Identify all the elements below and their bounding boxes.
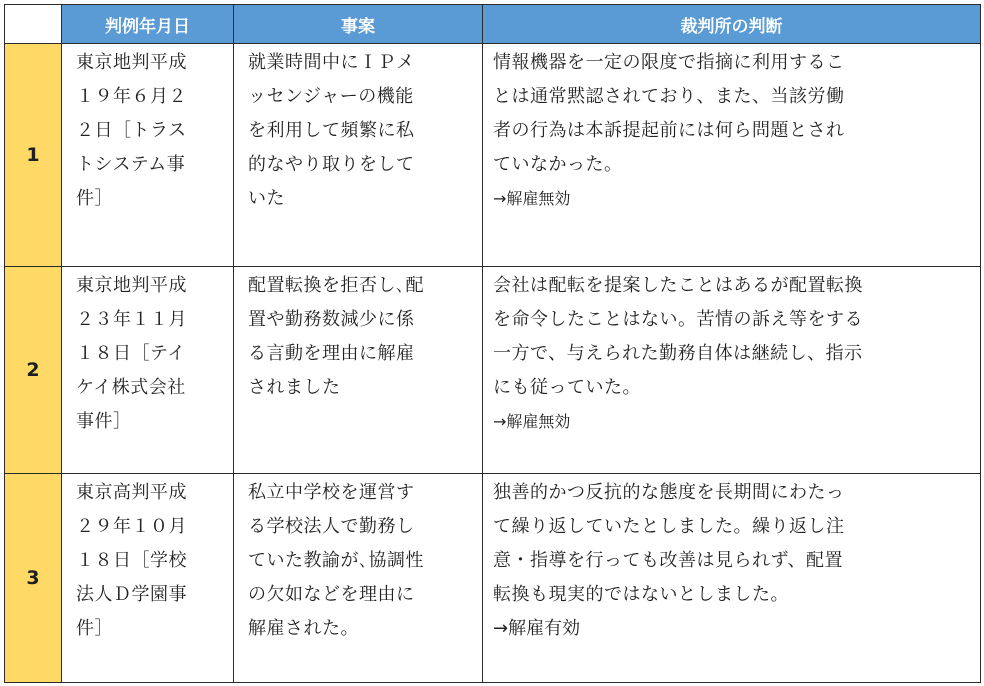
result-text: →解雇無効 xyxy=(493,189,571,208)
table-row xyxy=(5,44,981,267)
date-text: 東京地判平成 １９年６月２ ２日［トラス トシステム事 件］ xyxy=(76,52,187,209)
row-number: 2 xyxy=(5,267,62,474)
date-cell xyxy=(62,474,234,683)
header-date: 判例年月日 xyxy=(62,5,234,44)
row-number: 1 xyxy=(5,44,62,267)
date-cell xyxy=(62,44,234,267)
header-row xyxy=(5,5,981,44)
judgment-text: 会社は配転を提案したことはあるが配置転換 を命令したことはない。苦情の訴え等をする 一方で、与えられた勤務自体は継続し、指示 にも従っていた。 xyxy=(493,275,863,398)
header-judgment: 裁判所の判断 xyxy=(483,5,981,44)
case-law-table xyxy=(4,4,981,683)
table-row xyxy=(5,267,981,474)
header-case: 事案 xyxy=(234,5,483,44)
case-text: 就業時間中にＩＰメ ッセンジャーの機能 を利用して頻繁に私 的なやり取りをして いた xyxy=(248,52,415,209)
judgment-cell xyxy=(483,44,981,267)
case-cell xyxy=(234,474,483,683)
date-text: 東京高判平成 ２９年１０月 １８日［学校 法人Ｄ学園事 件］ xyxy=(76,482,187,639)
case-text: 私立中学校を運営す る学校法人で勤務し ていた教諭が､協調性 の欠如などを理由に 解雇された。 xyxy=(248,482,424,639)
case-cell xyxy=(234,44,483,267)
judgment-text: 情報機器を一定の限度で指摘に利用するこ とは通常黙認されており、また、当該労働 者の行為は本訴提起前には何ら問題とされ ていなかった。 xyxy=(493,52,845,175)
table-row xyxy=(5,474,981,683)
result-text: →解雇有効 xyxy=(493,618,581,639)
judgment-cell xyxy=(483,267,981,474)
judgment-text: 独善的かつ反抗的な態度を長期間にわたっ て繰り返していたとしました。繰り返し注 意・指導を行っても改善は見られず、配置 転換も現実的ではないとしました。 xyxy=(493,482,845,605)
case-text: 配置転換を拒否し､配 置や勤務数減少に係 る言動を理由に解雇 されました xyxy=(248,275,424,398)
row-number: 3 xyxy=(5,474,62,683)
result-text: →解雇無効 xyxy=(493,412,571,431)
header-corner xyxy=(5,5,62,44)
date-cell xyxy=(62,267,234,474)
judgment-cell xyxy=(483,474,981,683)
case-cell xyxy=(234,267,483,474)
date-text: 東京地判平成 ２３年１１月 １８日［テイ ケイ株式会社 事件］ xyxy=(76,275,187,432)
